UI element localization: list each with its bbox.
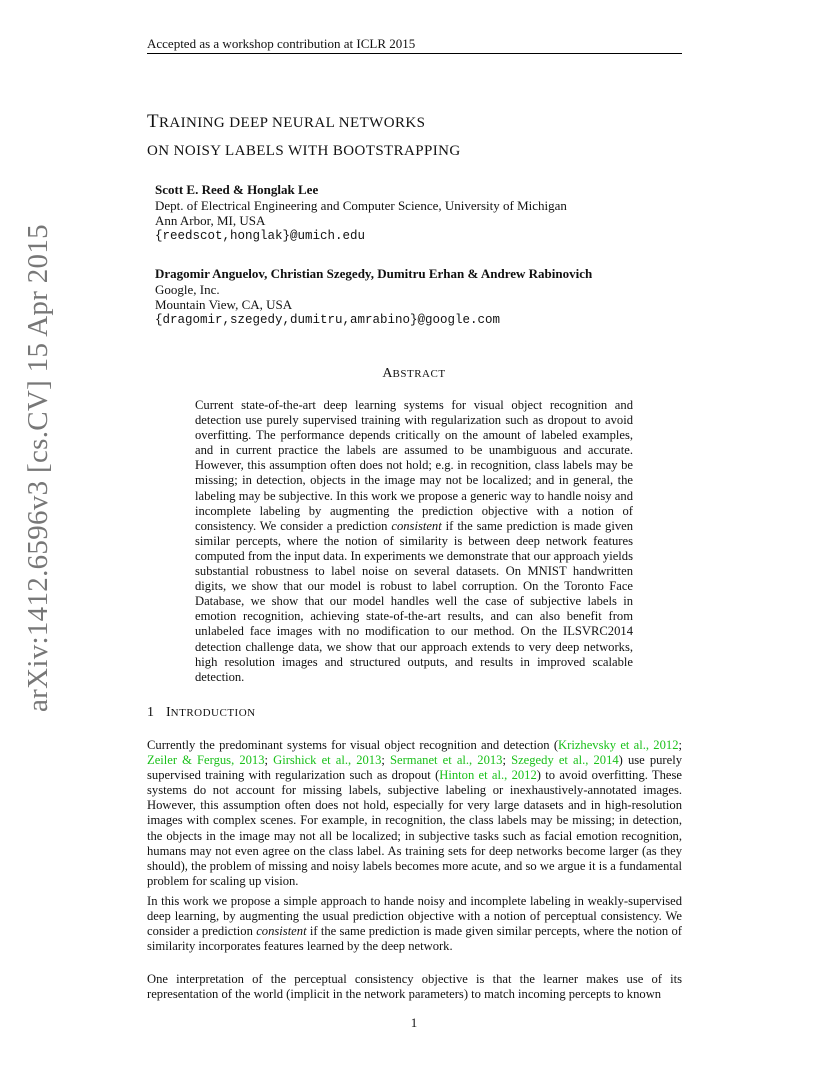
text-run: ; — [678, 738, 682, 752]
author-affiliation: Google, Inc. — [155, 281, 220, 297]
abstract-heading-rest: BSTRACT — [392, 368, 446, 380]
abstract-emphasis: consistent — [391, 518, 442, 533]
abstract-heading-initial: A — [382, 366, 393, 381]
text-run: if the same prediction is made given similar percepts, where the notion of similarity incorporates features learned by the deep network. — [147, 924, 682, 954]
title-line2: ON NOISY LABELS WITH BOOTSTRAPPING — [147, 143, 461, 159]
section-number: 1 — [147, 705, 154, 720]
citation-link[interactable]: Girshick et al., 2013 — [273, 753, 382, 768]
author-email[interactable]: {reedscot,honglak}@umich.edu — [155, 228, 366, 243]
author-block-1 — [155, 182, 567, 244]
author-affiliation: Dept. of Electrical Engineering and Computer Science, University of Michigan — [155, 197, 567, 213]
running-header: Accepted as a workshop contribution at ICLR 2015 — [147, 36, 416, 51]
abstract-part: Current state-of-the-art deep learning systems for visual object recognition and detection use purely supervised training with regularization such as dropout to avoid overfitting. The performance depends critically on the amount of labeled examples, and in current practice the labels are assumed to be unambiguous and accurate. However, this assumption often does not hold; e.g. in recognition, class labels may be missing; in detection, objects in the image may not be localized; and in general, the labeling may be subjective. In this work we propose a generic way to handle noisy and incomplete labeling by augmenting the prediction objective with a notion of consistency. We consider a prediction — [195, 398, 633, 533]
citation-link[interactable]: Szegedy et al., 2014 — [511, 753, 619, 768]
author-email[interactable]: {dragomir,szegedy,dumitru,amrabino}@google.com — [155, 312, 501, 327]
author-names: Dragomir Anguelov, Christian Szegedy, Dumitru Erhan & Andrew Rabinovich — [155, 266, 593, 281]
abstract-heading — [0, 366, 828, 382]
abstract-part: if the same prediction is made given similar percepts, where the notion of similarity is between deep network features computed from the input data. In experiments we demonstrate that our approach yields substantial robustness to label noise on several datasets. On MNIST handwritten digits, we show that our model is robust to label corruption. On the Toronto Face Database, we show that our model handles well the case of subjective labels in emotion recognition, achieving state-of-the-art results, and can also benefit from unlabeled face images with no modification to our method. On the ILSVRC2014 detection challenge data, we show that our approach extends to very deep networks, high resolution images and structured outputs, and results in improved scalable detection. — [195, 518, 633, 684]
title-line1: RAINING DEEP NEURAL NETWORKS — [159, 115, 426, 131]
arxiv-stamp: arXiv:1412.6596v3 [cs.CV] 15 Apr 2015 — [22, 224, 54, 712]
text-run: In this work we propose a simple approach to hande noisy and incomplete labeling in weakly-supervised deep learning, by augmenting the usual prediction objective with a notion of perceptual consistency. We consider a prediction — [147, 894, 682, 939]
citation-link[interactable]: Sermanet et al., 2013 — [390, 753, 503, 768]
citation-link[interactable]: Zeiler & Fergus, 2013 — [147, 753, 265, 768]
text-run: ; — [381, 753, 390, 768]
citation-link[interactable]: Krizhevsky et al., 2012 — [558, 738, 679, 752]
emphasis: consistent — [256, 924, 307, 939]
author-location: Mountain View, CA, USA — [155, 297, 293, 312]
section-title-rest: NTRODUCTION — [170, 707, 256, 719]
title-initial: T — [147, 111, 160, 132]
page-number: 1 — [410, 1015, 418, 1030]
text-run: ; — [502, 753, 512, 768]
author-names: Scott E. Reed & Honglak Lee — [155, 182, 319, 197]
intro-paragraph-1 — [147, 738, 682, 889]
author-block-2 — [155, 266, 592, 328]
text-run: ) use purely supervised training with regularization such as dropout ( — [147, 753, 682, 783]
header-rule — [147, 53, 682, 54]
section-heading-introduction — [147, 705, 256, 721]
text-run: ) to avoid overfitting. These systems do not account for missing labels, subjective labeling or inexhaustively-annotated images. However, this assumption often does not hold, especially for very large datasets and in high-resolution images with complex scenes. For example, in recognition, the class labels may be missing; in detection, the objects in the image may not all be localized; in subjective tasks such as facial emotion recognition, humans may not even agree on the class label. As training sets for deep networks become larger (as they should), the problem of missing and noisy labels becomes more acute, and so we argue it is a fundamental problem for scaling up vision. — [147, 768, 683, 888]
text-run: Currently the predominant systems for visual object recognition and detection ( — [147, 738, 559, 752]
intro-paragraph-3: One interpretation of the perceptual consistency objective is that the learner makes use of its representation of the world (implicit in the network parameters) to match incoming percepts to known — [147, 972, 682, 1002]
citation-link[interactable]: Hinton et al., 2012 — [439, 768, 537, 783]
text-run: ; — [264, 753, 274, 768]
paper-title — [147, 108, 461, 165]
section-initial: I — [166, 705, 171, 720]
author-location: Ann Arbor, MI, USA — [155, 213, 266, 228]
intro-paragraph-2 — [147, 894, 682, 954]
abstract-text — [195, 398, 633, 685]
